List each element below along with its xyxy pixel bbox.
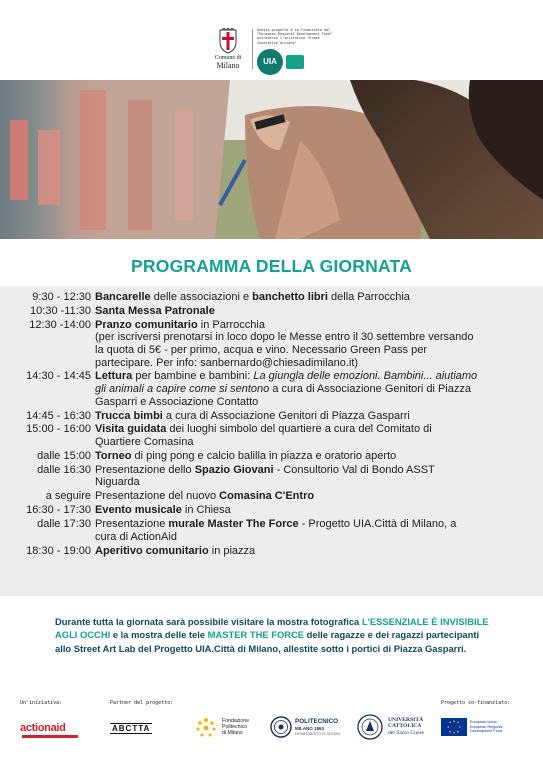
program-row bbox=[0, 464, 543, 489]
eu-line2: European Regional bbox=[470, 724, 503, 729]
program-row bbox=[0, 291, 543, 304]
fpm-line1: Fondazione bbox=[222, 718, 250, 724]
program-description: Presentazione murale Master The Force - Progetto UIA.Città di Milano, a cura di ActionAid bbox=[95, 518, 457, 543]
unicatt-line2: CATTOLICA bbox=[388, 723, 422, 730]
page-title: PROGRAMMA DELLA GIORNATA bbox=[131, 256, 412, 276]
header-divider bbox=[252, 29, 253, 69]
footer-label-initiative: Un'iniziativa: bbox=[20, 700, 63, 706]
program-row bbox=[0, 370, 543, 408]
fondazione-politecnico-icon bbox=[194, 716, 218, 740]
fpm-line3: di Milano bbox=[222, 730, 243, 736]
sponsor-logos bbox=[0, 712, 543, 744]
program-row bbox=[0, 490, 543, 503]
unicatt-line3: del Sacro Cuore bbox=[388, 729, 425, 736]
program-description: Santa Messa Patronale bbox=[95, 304, 215, 317]
exhibition-note bbox=[55, 615, 495, 655]
program-row bbox=[0, 319, 543, 369]
fondazione-politecnico-text bbox=[222, 718, 249, 736]
comune-di-milano-logo bbox=[212, 28, 244, 69]
program-description: Evento musicale in Chiesa bbox=[95, 504, 231, 517]
footer-label-partners: Partner del progetto: bbox=[110, 700, 174, 706]
program-description: Aperitivo comunitario in piazza bbox=[95, 544, 256, 557]
program-description: Presentazione del nuovo Comasina C'Entro bbox=[95, 490, 315, 503]
program-time: 15:00 - 16:00 bbox=[26, 423, 91, 436]
abcitta-logo: ABCTTA bbox=[112, 724, 151, 733]
program-description: Trucca bimbi a cura di Associazione Genitori di Piazza Gasparri bbox=[95, 409, 410, 422]
note-highlight-exhibition: L'ESSENZIALE È INVISIBILE AGLI OCCHI bbox=[55, 616, 489, 641]
unicatt-line1: UNIVERSITÀ bbox=[388, 717, 424, 723]
program-row bbox=[0, 410, 543, 423]
program-description: Bancarelle delle associazioni e banchetto libri della Parrocchia bbox=[95, 291, 410, 303]
milano-label-line1: Comune di bbox=[214, 55, 242, 61]
note-text-2: e la mostra delle tele bbox=[110, 629, 208, 641]
program-list bbox=[0, 291, 543, 558]
note-highlight-master-the-force: MASTER THE FORCE bbox=[207, 629, 305, 641]
program-description: Lettura per bambine e bambini: La giungla delle emozioni. Bambini... aiutiamo gli animali a capire come si sentono a cura di Associazione Genitori di Piazza Gasparri e Associazione Contatto bbox=[95, 370, 478, 408]
program-time: dalle 15:00 bbox=[37, 449, 91, 462]
note-text-1: Durante tutta la giornata sarà possibile visitare la mostra fotografica bbox=[55, 616, 362, 627]
program-time: 14:45 - 16:30 bbox=[26, 409, 91, 422]
eu-line3: Development Fund bbox=[470, 729, 503, 734]
program-time: 10:30 -11:30 bbox=[30, 304, 91, 317]
program-description: Pranzo comunitario in Parrocchia (per iscriversi prenotarsi in loco dopo le Messe entro il 30 settembre versando la quota di 5€ - per primo, acqua e vino. Necessario Green Pass per partecipare. Per info: sanbernardo@chiesadimilano.it) bbox=[95, 318, 474, 369]
program-row bbox=[0, 450, 543, 463]
program-description: Visita guidata dei luoghi simbolo del quartiere a cura del Comitato di Quartiere Comasina bbox=[95, 423, 432, 449]
program-time: 14:30 - 14:45 bbox=[26, 370, 91, 383]
program-time: 16:30 - 17:30 bbox=[26, 504, 91, 517]
fpm-line2: Politecnico bbox=[222, 724, 248, 730]
hero-photo bbox=[0, 80, 543, 239]
uia-logo-block bbox=[257, 28, 337, 75]
politecnico-seal-icon bbox=[270, 716, 292, 738]
program-time: a seguire bbox=[45, 490, 91, 503]
eu-fund-text bbox=[470, 720, 503, 734]
program-row bbox=[0, 545, 543, 558]
uia-cofunding-text: Questo progetto è co-finanziato dal "European Regional Development Fund" attraverso l'iniziativa "Urban Innovative Actions" bbox=[257, 28, 333, 45]
program-time: 9:30 - 12:30 bbox=[32, 291, 91, 303]
polimi-line1: POLITECNICO bbox=[295, 718, 339, 725]
program-time: 12:30 -14:00 bbox=[29, 318, 91, 331]
program-section bbox=[0, 286, 543, 596]
program-row bbox=[0, 504, 543, 517]
program-row bbox=[0, 423, 543, 448]
eu-flag-icon bbox=[441, 718, 467, 736]
program-time: dalle 17:30 bbox=[37, 518, 91, 531]
program-description: Torneo di ping pong e calcio balilla in piazza e oratorio aperto bbox=[95, 449, 397, 462]
footer-label-cofunded: Progetto co-finanziato: bbox=[441, 700, 511, 706]
uia-badge: UIA bbox=[257, 49, 283, 75]
actionaid-logo-underline bbox=[22, 735, 78, 738]
street-art-painting-image bbox=[0, 80, 543, 239]
uia-secondary-badge bbox=[286, 55, 304, 69]
program-row bbox=[0, 518, 543, 543]
eu-line1: European Union bbox=[470, 720, 498, 724]
program-time: dalle 16:30 bbox=[37, 463, 91, 476]
unicatt-text bbox=[388, 717, 424, 736]
polimi-department: DIPARTIMENTO DI DESIGN bbox=[295, 732, 340, 736]
program-row bbox=[0, 305, 543, 318]
milano-crest-icon bbox=[217, 28, 239, 54]
unicatt-seal-icon bbox=[357, 714, 383, 740]
polimi-line2: MILANO 1863 bbox=[295, 726, 325, 731]
program-description: Presentazione dello Spazio Giovani - Consultorio Val di Bondo ASST Niguarda bbox=[95, 463, 435, 489]
milano-label-line2: Milano bbox=[216, 61, 240, 70]
note-text-3: delle ragazze e dei ragazzi partecipanti allo Street Art Lab del Progetto UIA.Città di Milano, allestite sotto i portici di Piazza Gasparri. bbox=[55, 629, 480, 654]
politecnico-text bbox=[295, 718, 338, 732]
actionaid-logo: actionaid bbox=[20, 722, 66, 734]
program-time: 18:30 - 19:00 bbox=[26, 544, 91, 557]
header bbox=[0, 0, 543, 80]
